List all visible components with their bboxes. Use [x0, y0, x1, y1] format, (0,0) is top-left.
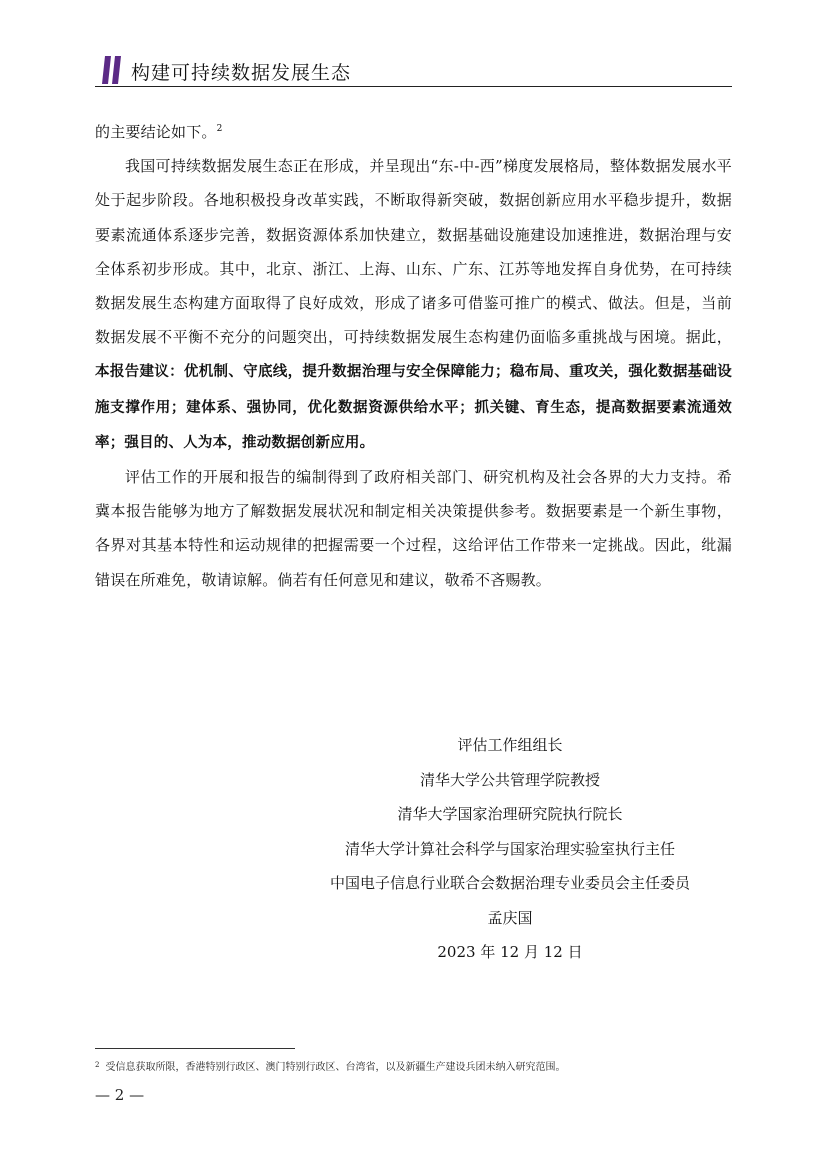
signature-line: 清华大学公共管理学院教授: [419, 770, 600, 789]
signature-line: 评估工作组组长: [457, 736, 563, 754]
footnote-divider: [95, 1048, 295, 1049]
running-header: [95, 54, 732, 87]
signature-date: 2023 年 12 月 12 日: [437, 943, 583, 961]
footnote-marker: 2: [95, 1061, 100, 1069]
signature-line: 清华大学计算社会科学与国家治理实验室执行主任: [344, 839, 675, 858]
page-number: — 2 —: [95, 1086, 145, 1104]
footnote: [95, 1058, 735, 1075]
paragraph-conclusions: [95, 149, 732, 460]
signature-name: 孟庆国: [487, 908, 533, 927]
footnote-text: 受信息获取所限，香港特别行政区、澳门特别行政区、台湾省，以及新疆生产建设兵团未纳入研究范围。: [105, 1062, 566, 1073]
signature-block: [310, 728, 710, 970]
double-slash-bars-icon: [100, 56, 128, 84]
recommendations-bold: 本报告建议：优机制、守底线，提升数据治理与安全保障能力；稳布局、重攻关，强化数据基础设施支撑作用；建体系、强协同，优化数据资源供给水平；抓关键、育生态，提高数据要素流通效率；强目的、人为本，推动数据创新应用。: [95, 364, 732, 451]
paragraph-intro: [95, 112, 732, 149]
conclusions-text: 我国可持续数据发展生态正在形成，并呈现出“东-中-西”梯度发展格局，整体数据发展水平处于起步阶段。各地积极投身改革实践，不断取得新突破，数据创新应用水平稳步提升，数据要素流通体系逐步完善，数据资源体系加快建立，数据基础设施建设加速推进，数据治理与安全体系初步形成。其中，北京、浙江、上海、山东、广东、江苏等地发挥自身优势，在可持续数据发展生态构建方面取得了良好成效，形成了诸多可借鉴可推广的模式、做法。但是，当前数据发展不平衡不充分的问题突出，可持续数据发展生态构建仍面临多重挑战与困境。据此，: [95, 157, 732, 347]
signature-line: 清华大学国家治理研究院执行院长: [397, 805, 623, 823]
signature-line: 中国电子信息行业联合会数据治理专业委员会主任委员: [329, 874, 690, 892]
body-text: [95, 112, 732, 597]
paragraph-acknowledgement: 评估工作的开展和报告的编制得到了政府相关部门、研究机构及社会各界的大力支持。希冀本报告能够为地方了解数据发展状况和制定相关决策提供参考。数据要素是一个新生事物，各界对其基本特性和运动规律的把握需要一个过程，这给评估工作带来一定挑战。因此，纰漏错误在所难免，敬请谅解。倘若有任何意见和建议，敬希不吝赐教。: [95, 468, 732, 589]
intro-text: 的主要结论如下。: [95, 123, 217, 141]
header-title: 构建可持续数据发展生态: [131, 62, 352, 84]
footnote-ref[interactable]: 2: [216, 124, 223, 134]
